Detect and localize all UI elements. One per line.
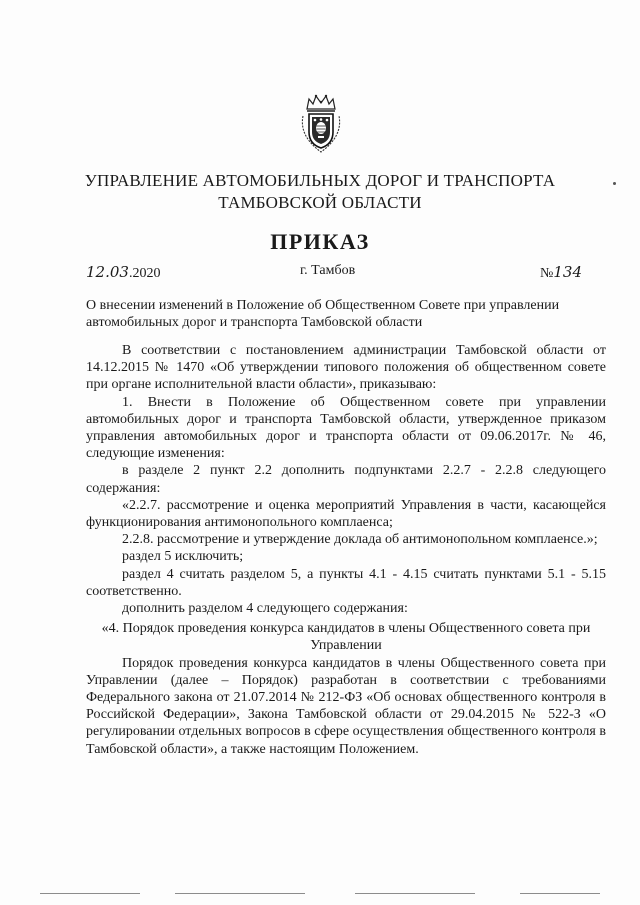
paragraph-item-1: 1. Внести в Положение об Общественном совете при управлении автомобильных дорог и транспорта Тамбовской области, утвержденное приказом управления автомобильных дорог и транспорта области от 09.06.2017г. № 46, следующие изменения:: [86, 394, 606, 462]
coat-of-arms-icon: [298, 92, 344, 154]
document-subject: О внесении изменений в Положение об Общественном Совете при управлении автомобильных дорог и транспорта Тамбовской области: [86, 298, 560, 330]
paragraph-add-section-4: дополнить разделом 4 следующего содержания:: [122, 601, 408, 617]
scan-edge-mark: [355, 893, 475, 894]
scan-speck: [613, 182, 616, 185]
document-body: [86, 342, 606, 758]
handwritten-date: 12.03: [86, 263, 129, 281]
organization-title: [0, 170, 640, 214]
number-label: №: [540, 266, 554, 281]
paragraph-section-4-renumber: раздел 4 считать разделом 5, а пункты 4.1 - 4.15 считать пунктами 5.1 - 5.15 соответственно.: [86, 566, 606, 599]
document-number: [540, 263, 582, 282]
document-type: ПРИКАЗ: [270, 229, 370, 254]
scan-edge-mark: [40, 893, 140, 894]
paragraph-procedure: Порядок проведения конкурса кандидатов в члены Общественного совета при Управлении (далее – Порядок) разработан в соответствии с требованиями Федерального закона от 21.07.2014 № 212-ФЗ «Об основах общественного контроля в Российской Федерации», Закона Тамбовской области от 29.04.2015 № 522-З «О регулировании отдельных вопросов в сфере осуществления общественного контроля в Тамбовской области», а также настоящим Положением.: [86, 655, 606, 757]
handwritten-number: 134: [553, 263, 582, 281]
date-year: .2020: [128, 266, 161, 281]
organization-line-2: ТАМБОВСКОЙ ОБЛАСТИ: [218, 193, 422, 212]
organization-line-1: УПРАВЛЕНИЕ АВТОМОБИЛЬНЫХ ДОРОГ И ТРАНСПОРТА: [84, 171, 556, 190]
paragraph-2-2-8: 2.2.8. рассмотрение и утверждение доклада об антимонопольном комплаенсе.»;: [122, 532, 598, 548]
document-city: г. Тамбов: [300, 263, 356, 278]
paragraph-section-2: в разделе 2 пункт 2.2 дополнить подпунктами 2.2.7 - 2.2.8 следующего содержания:: [86, 463, 606, 496]
scan-edge-mark: [175, 893, 305, 894]
paragraph-preamble: В соответствии с постановлением администрации Тамбовской области от 14.12.2015 № 1470 «Об утверждении типового положения об общественном совете при органе исполнительной власти области», приказываю:: [86, 343, 606, 393]
document-date: [86, 263, 160, 282]
section-4-title: «4. Порядок проведения конкурса кандидатов в члены Общественного совета при Управлении: [101, 621, 591, 654]
paragraph-section-5: раздел 5 исключить;: [122, 549, 244, 565]
scan-edge-mark: [520, 893, 600, 894]
paragraph-2-2-7: «2.2.7. рассмотрение и оценка мероприятий Управления в части, касающейся функционирования антимонопольного комплаенса;: [86, 497, 606, 531]
